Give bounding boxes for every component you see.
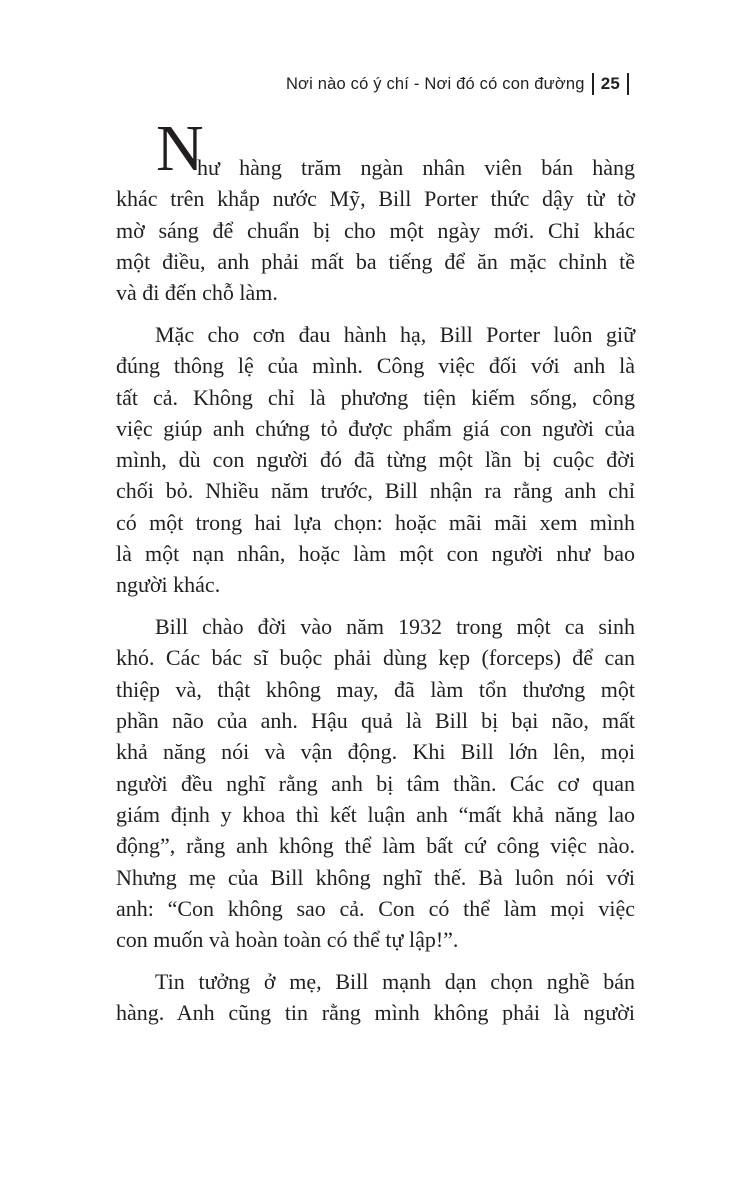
body-text — [116, 112, 635, 1039]
paragraph-line: mình, dù con người đó đã từng một lần bị cuộc đời — [116, 447, 635, 473]
drop-cap: N — [156, 112, 204, 185]
paragraph-line: khác trên khắp nước Mỹ, Bill Porter thức dậy từ tờ — [116, 186, 635, 212]
paragraph-line: N hư hàng trăm ngàn nhân viên bán hàng — [156, 112, 635, 185]
running-header-title: Nơi nào có ý chí - Nơi đó có con đường — [285, 74, 585, 93]
running-header — [286, 70, 636, 98]
paragraph-line: Tin tưởng ở mẹ, Bill mạnh dạn chọn nghề bán — [155, 968, 635, 994]
paragraph-line: việc giúp anh chứng tỏ được phẩm giá con người của — [116, 415, 635, 441]
paragraph-line: Mặc cho cơn đau hành hạ, Bill Porter luôn giữ — [155, 321, 635, 347]
paragraph-line: người khác. — [116, 572, 221, 598]
paragraph-1 — [116, 112, 635, 308]
paragraph-line: con muốn và hoàn toàn có thể tự lập!”. — [116, 927, 459, 953]
paragraph-line: một điều, anh phải mất ba tiếng để ăn mặc chỉnh tề — [116, 248, 635, 274]
paragraph-line: mờ sáng để chuẩn bị cho một ngày mới. Chỉ khác — [116, 217, 635, 243]
paragraph-2 — [116, 319, 635, 601]
paragraph-line: có một trong hai lựa chọn: hoặc mãi mãi xem mình — [116, 509, 635, 535]
paragraph-line: chối bỏ. Nhiều năm trước, Bill nhận ra rằng anh chỉ — [116, 478, 635, 504]
paragraph-line: tất cả. Không chỉ là phương tiện kiếm sống, công — [116, 384, 635, 410]
paragraph-line: và đi đến chỗ làm. — [116, 280, 278, 306]
paragraph-line: hàng. Anh cũng tin rằng mình không phải là người — [116, 1000, 635, 1026]
paragraph-line: anh: “Con không sao cả. Con có thể làm mọi việc — [116, 895, 635, 921]
paragraph-line: khả năng nói và vận động. Khi Bill lớn lên, mọi — [116, 739, 635, 765]
paragraph-line: giám định y khoa thì kết luận anh “mất khả năng lao — [116, 801, 635, 827]
paragraph-line: động”, rằng anh không thể làm bất cứ công việc nào. — [116, 833, 635, 859]
paragraph-3 — [116, 611, 635, 955]
paragraph-line: người đều nghĩ rằng anh bị tâm thần. Các cơ quan — [116, 770, 635, 796]
page-number: 25 — [600, 74, 620, 93]
paragraph-line: đúng thông lệ của mình. Công việc đối với anh là — [116, 353, 635, 379]
header-separator-left — [592, 73, 594, 95]
paragraph-line: là một nạn nhân, hoặc làm một con người như bao — [116, 541, 635, 567]
paragraph-line: khó. Các bác sĩ buộc phải dùng kẹp (forceps) để can — [116, 645, 635, 671]
paragraph-line: Bill chào đời vào năm 1932 trong một ca sinh — [155, 614, 635, 640]
header-separator-right — [627, 73, 629, 95]
paragraph-line: phần não của anh. Hậu quả là Bill bị bại não, mất — [116, 708, 635, 734]
paragraph-4 — [116, 966, 635, 1029]
paragraph-line: Nhưng mẹ của Bill không nghĩ thế. Bà luôn nói với — [116, 864, 635, 890]
paragraph-line: thiệp và, thật không may, đã làm tổn thương một — [116, 676, 635, 702]
